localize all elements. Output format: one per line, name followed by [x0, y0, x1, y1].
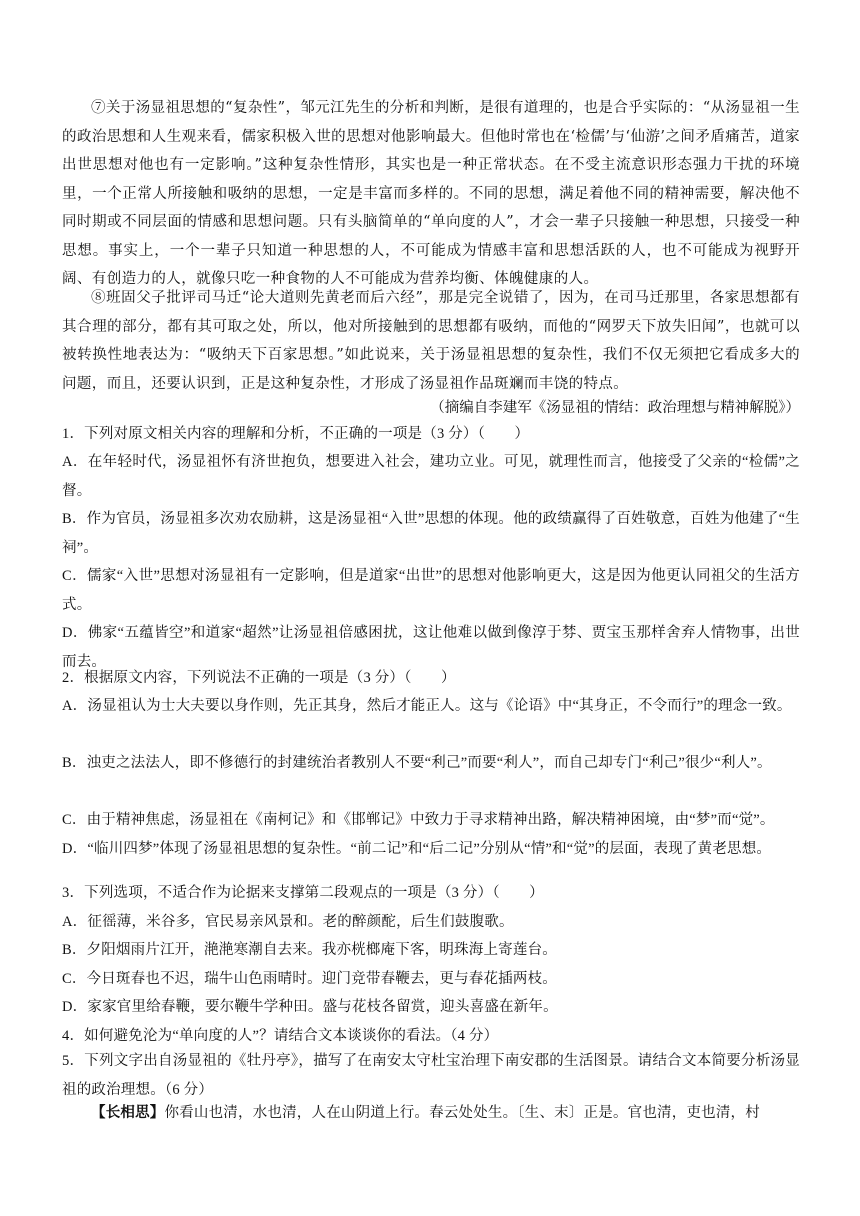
question-1-stem: 1．下列对原文相关内容的理解和分析，不正确的一项是（3 分）（ ）	[62, 426, 530, 442]
question-3-option-d: D．家家官里给春鞭，要尔鞭牛学种田。盛与花枝各留赏，迎头喜盛在新年。	[62, 999, 558, 1015]
question-2-option-a: A．汤显祖认为士大夫要以身作则，先正其身，然后才能正人。这与《论语》中“其身正，不令而行”的理念一致。	[62, 698, 792, 714]
question-2-option-b: B．浊吏之法法人，即不修德行的封建统治者教别人不要“利己”而要“利人”，而自己却专门“利己”很少“利人”。	[62, 755, 772, 771]
passage-paragraph-7: ⑦关于汤显祖思想的“复杂性”，邹元江先生的分析和判断，是很有道理的，也是合乎实际的：“从汤显祖一生的政治思想和人生观来看，儒家积极入世的思想对他影响最大。但他时常也在‘检儒’与‘仙游’之间矛盾痛苦，道家出世思想对他也有一定影响。”这种复杂性情形，其实也是一种正常状态。在不受主流意识形态强力干扰的环境里，一个正常人所接触和吸纳的思想，一定是丰富而多样的。不同的思想，满足着他不同的精神需要，解决他不同时期或不同层面的情感和思想问题。只有头脑简单的“单向度的人”，才会一辈子只接触一种思想，只接受一种思想。事实上，一个一辈子只知道一种思想的人，不可能成为情感丰富和思想活跃的人，也不可能成为视野开阔、有创造力的人，就像只吃一种食物的人不可能成为营养均衡、体魄健康的人。	[62, 100, 800, 287]
excerpt-text: 你看山也清，水也清，人在山阴道上行。春云处处生。〔生、末〕正是。官也清，吏也清，村	[164, 1105, 760, 1121]
question-1-option-a: A．在年轻时代，汤显祖怀有济世抱负，想要进入社会，建功立业。可见，就理性而言，他接受了父亲的“检儒”之督。	[62, 454, 800, 499]
question-3-option-c: C．今日斑春也不迟，瑞牛山色雨晴时。迎门竞带春鞭去，更与春花插两枝。	[62, 971, 557, 987]
question-5-excerpt	[62, 1099, 800, 1128]
question-1-option-b: B．作为官员，汤显祖多次劝农励耕，这是汤显祖“入世”思想的体现。他的政绩赢得了百姓敬意，百姓为他建了“生祠”。	[62, 511, 800, 556]
question-2-stem: 2．根据原文内容，下列说法不正确的一项是（3 分）（ ）	[62, 670, 456, 686]
excerpt-title: 【长相思】	[91, 1105, 165, 1121]
question-1-option-d: D．佛家“五蕴皆空”和道家“超然”让汤显祖倍感困扰，这让他难以做到像淳于棼、贾宝玉那样舍弃人情物事，出世而去。	[62, 625, 800, 670]
question-3-option-a: A．征徭薄，米谷多，官民易亲风景和。老的醉颜酡，后生们鼓腹歌。	[62, 914, 514, 930]
question-3-option-b: B．夕阳烟雨片江开，滟滟寒潮自去来。我亦桄榔庵下客，明珠海上寄莲台。	[62, 942, 557, 958]
passage-paragraph-8: ⑧班固父子批评司马迁“论大道则先黄老而后六经”，那是完全说错了，因为，在司马迁那里，各家思想都有其合理的部分，都有其可取之处，所以，他对所接触到的思想都有吸纳，而他的“网罗天下放失旧闻”，也就可以被转换性地表达为：“吸纳天下百家思想。”如此说来，关于汤显祖思想的复杂性，我们不仅无须把它看成多大的问题，而且，还要认识到，正是这种复杂性，才形成了汤显祖作品斑斓而丰饶的特点。	[62, 290, 800, 392]
question-2-option-c: C．由于精神焦虑，汤显祖在《南柯记》和《邯郸记》中致力于寻求精神出路，解决精神困境，由“梦”而“觉”。	[62, 812, 775, 828]
question-3-stem: 3．下列选项，不适合作为论据来支撑第二段观点的一项是（3 分）（ ）	[62, 885, 544, 901]
question-1-option-c: C．儒家“入世”思想对汤显祖有一定影响，但是道家“出世”的思想对他影响更大，这是因为他更认同祖父的生活方式。	[62, 568, 800, 613]
question-2-option-d: D．“临川四梦”体现了汤显祖思想的复杂性。“前二记”和“后二记”分别从“情”和“觉”的层面，表现了黄老思想。	[62, 841, 772, 857]
passage-source-citation: （摘编自李建军《汤显祖的情结：政治理想与精神解脱》）	[430, 400, 800, 416]
question-4-stem: 4．如何避免沦为“单向度的人”？请结合文本谈谈你的看法。（4 分）	[62, 1028, 499, 1044]
question-5-stem: 5．下列文字出自汤显祖的《牡丹亭》，描写了在南安太守杜宝治理下南安郡的生活图景。请结合文本简要分析汤显祖的政治理想。（6 分）	[62, 1053, 800, 1098]
